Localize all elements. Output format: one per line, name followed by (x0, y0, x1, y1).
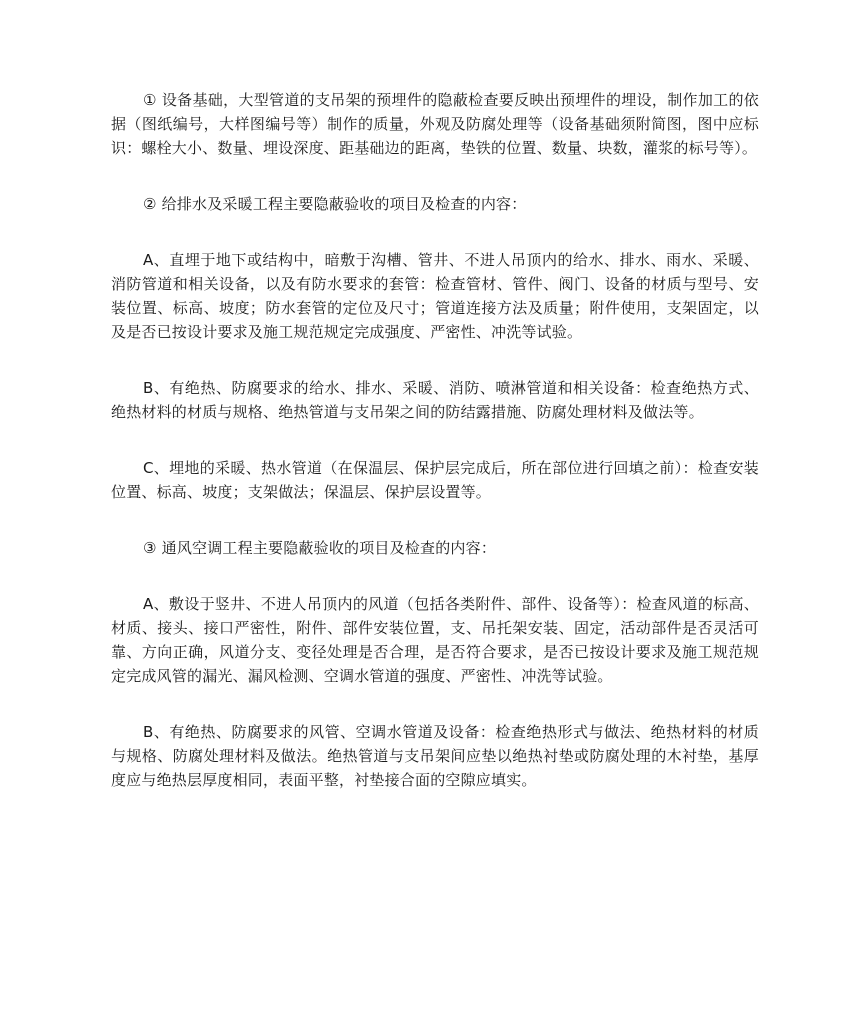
document-body (111, 88, 759, 792)
paragraph-plumbing-a: A、直埋于地下或结构中，暗敷于沟槽、管井、不进人吊顶内的给水、排水、雨水、采暖、消防管道和相关设备，以及有防水要求的套管：检查管材、管件、阀门、设备的材质与型号、安装位置、标高、坡度；防水套管的定位及尺寸；管道连接方法及质量；附件使用，支架固定，以及是否已按设计要求及施工规范规定完成强度、严密性、冲洗等试验。 (111, 251, 759, 341)
paragraph-plumbing-c: C、埋地的采暖、热水管道（在保温层、保护层完成后，所在部位进行回填之前）：检查安装位置、标高、坡度；支架做法；保温层、保护层设置等。 (111, 459, 759, 501)
heading-hvac: ③ 通风空调工程主要隐蔽验收的项目及检查的内容： (143, 539, 497, 557)
paragraph-plumbing-b: B、有绝热、防腐要求的给水、排水、采暖、消防、喷淋管道和相关设备：检查绝热方式、绝热材料的材质与规格、绝热管道与支吊架之间的防结露措施、防腐处理材料及做法等。 (111, 379, 759, 421)
paragraph-equipment-foundation: ① 设备基础，大型管道的支吊架的预埋件的隐蔽检查要反映出预埋件的埋设，制作加工的依据（图纸编号，大样图编号等）制作的质量，外观及防腐处理等（设备基础须附简图，图中应标识：螺栓大小、数量、埋设深度、距基础边的距离，垫铁的位置、数量、块数，灌浆的标号等）。 (111, 91, 759, 157)
paragraph-hvac-b: B、有绝热、防腐要求的风管、空调水管道及设备：检查绝热形式与做法、绝热材料的材质与规格、防腐处理材料及做法。绝热管道与支吊架间应垫以绝热衬垫或防腐处理的木衬垫，基厚度应与绝热层厚度相同，表面平整，衬垫接合面的空隙应填实。 (111, 723, 759, 789)
heading-plumbing-heating: ② 给排水及采暖工程主要隐蔽验收的项目及检查的内容： (143, 195, 527, 213)
paragraph-hvac-a: A、敷设于竖井、不进人吊顶内的风道（包括各类附件、部件、设备等）：检查风道的标高、材质、接头、接口严密性，附件、部件安装位置，支、吊托架安装、固定，活动部件是否灵活可靠、方向正确，风道分支、变径处理是否合理，是否符合要求，是否已按设计要求及施工规范规定完成风管的漏光、漏风检测、空调水管道的强度、严密性、冲洗等试验。 (111, 595, 759, 685)
